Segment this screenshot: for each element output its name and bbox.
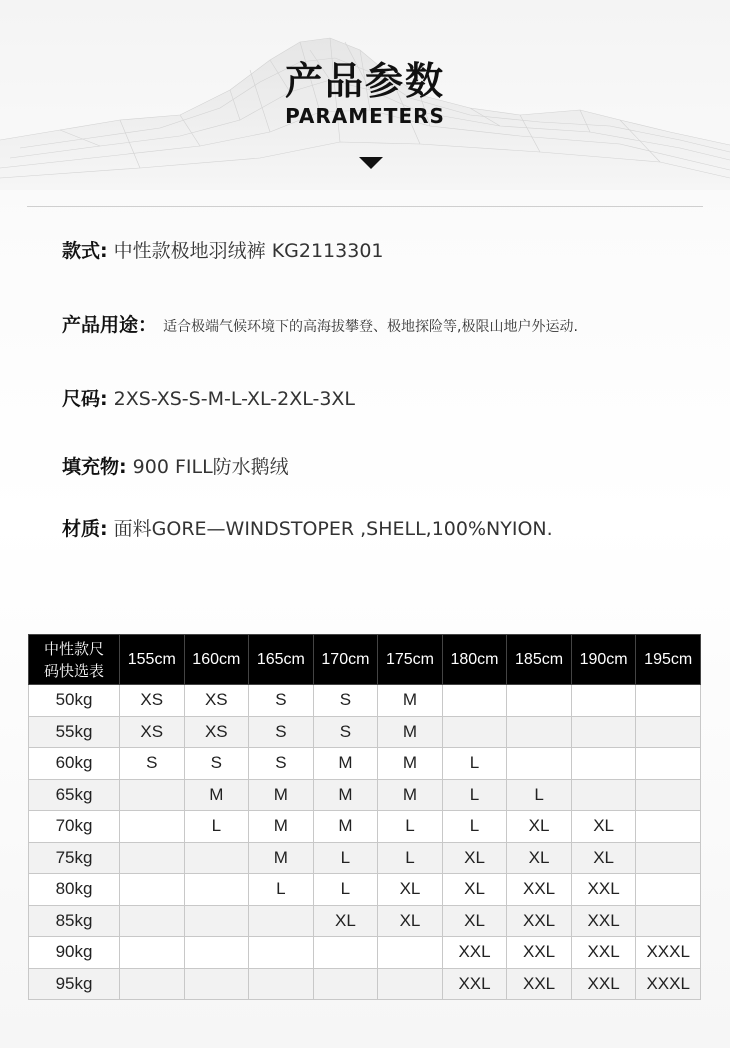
size-cell: XXL xyxy=(507,905,572,937)
info-style-label: 款式: xyxy=(62,240,108,262)
size-cell: S xyxy=(249,716,314,748)
weight-cell: 65kg xyxy=(29,779,120,811)
size-cell: XL xyxy=(378,905,443,937)
size-cell xyxy=(184,905,249,937)
size-cell: XXL xyxy=(571,937,636,969)
corner-line-2: 码快选表 xyxy=(43,661,104,680)
info-usage-label: 产品用途： xyxy=(62,314,158,336)
size-cell xyxy=(636,716,701,748)
header-divider xyxy=(27,206,703,207)
size-cell: XXL xyxy=(442,937,507,969)
page-subtitle: PARAMETERS xyxy=(285,104,445,128)
size-cell: XXL xyxy=(571,905,636,937)
size-cell xyxy=(571,748,636,780)
corner-line-1: 中性款尺 xyxy=(43,639,104,658)
height-header: 155cm xyxy=(120,635,185,685)
size-cell xyxy=(313,937,378,969)
info-material-value: 面料GORE—WINDSTOPER ,SHELL,100%NYION. xyxy=(113,518,553,540)
size-cell: M xyxy=(313,779,378,811)
height-header: 160cm xyxy=(184,635,249,685)
size-cell: M xyxy=(378,716,443,748)
size-cell: L xyxy=(184,811,249,843)
weight-cell: 85kg xyxy=(29,905,120,937)
size-cell: XXL xyxy=(507,968,572,1000)
height-header: 170cm xyxy=(313,635,378,685)
size-cell xyxy=(571,685,636,717)
size-cell: XL xyxy=(507,842,572,874)
height-header: 195cm xyxy=(636,635,701,685)
size-chart-body xyxy=(29,685,701,1000)
size-cell: XS xyxy=(184,716,249,748)
table-row xyxy=(29,716,701,748)
size-cell xyxy=(636,748,701,780)
size-cell: XL xyxy=(442,905,507,937)
table-row xyxy=(29,905,701,937)
size-cell xyxy=(507,716,572,748)
weight-cell: 75kg xyxy=(29,842,120,874)
info-fill-label: 填充物: xyxy=(62,456,127,478)
size-cell xyxy=(636,842,701,874)
height-header: 175cm xyxy=(378,635,443,685)
table-row xyxy=(29,968,701,1000)
size-cell: S xyxy=(313,716,378,748)
size-cell xyxy=(120,874,185,906)
size-cell xyxy=(313,968,378,1000)
size-cell: XXL xyxy=(571,968,636,1000)
size-cell: M xyxy=(249,811,314,843)
size-cell xyxy=(249,968,314,1000)
size-cell: S xyxy=(184,748,249,780)
size-cell: M xyxy=(378,779,443,811)
size-cell xyxy=(120,968,185,1000)
size-cell: XL xyxy=(571,811,636,843)
size-cell: XL xyxy=(442,874,507,906)
size-cell: L xyxy=(442,779,507,811)
size-cell xyxy=(184,874,249,906)
size-cell xyxy=(120,811,185,843)
size-cell: M xyxy=(249,842,314,874)
size-cell xyxy=(442,685,507,717)
size-cell: XXL xyxy=(442,968,507,1000)
table-row xyxy=(29,937,701,969)
info-fill xyxy=(62,452,289,479)
size-cell: L xyxy=(442,748,507,780)
size-cell xyxy=(249,905,314,937)
info-size-value: 2XS-XS-S-M-L-XL-2XL-3XL xyxy=(113,388,356,410)
size-cell xyxy=(636,874,701,906)
info-usage xyxy=(62,310,578,337)
size-cell xyxy=(120,937,185,969)
table-row xyxy=(29,874,701,906)
size-cell xyxy=(636,811,701,843)
down-arrow-icon xyxy=(359,157,383,169)
height-header: 190cm xyxy=(571,635,636,685)
table-row xyxy=(29,748,701,780)
table-row xyxy=(29,811,701,843)
size-cell: L xyxy=(313,874,378,906)
size-cell: M xyxy=(249,779,314,811)
size-cell xyxy=(378,968,443,1000)
height-header: 165cm xyxy=(249,635,314,685)
table-row xyxy=(29,685,701,717)
size-cell: XXXL xyxy=(636,937,701,969)
size-cell: M xyxy=(313,811,378,843)
size-cell: S xyxy=(249,685,314,717)
table-row xyxy=(29,842,701,874)
page-title: 产品参数 xyxy=(284,59,445,103)
size-cell: S xyxy=(249,748,314,780)
size-cell xyxy=(571,716,636,748)
size-cell xyxy=(507,685,572,717)
size-cell: M xyxy=(378,685,443,717)
height-header: 185cm xyxy=(507,635,572,685)
weight-cell: 90kg xyxy=(29,937,120,969)
size-cell: XL xyxy=(313,905,378,937)
size-cell: L xyxy=(507,779,572,811)
weight-cell: 50kg xyxy=(29,685,120,717)
size-cell: L xyxy=(442,811,507,843)
size-cell xyxy=(636,685,701,717)
size-cell xyxy=(120,905,185,937)
info-material-label: 材质: xyxy=(62,518,108,540)
size-cell xyxy=(184,968,249,1000)
info-size-label: 尺码: xyxy=(62,388,108,410)
table-row xyxy=(29,779,701,811)
size-cell: XL xyxy=(571,842,636,874)
size-cell: XXL xyxy=(507,937,572,969)
size-cell xyxy=(249,937,314,969)
height-header: 180cm xyxy=(442,635,507,685)
size-cell: S xyxy=(313,685,378,717)
size-cell: XXL xyxy=(571,874,636,906)
size-cell xyxy=(571,779,636,811)
size-cell xyxy=(184,842,249,874)
size-cell: S xyxy=(120,748,185,780)
size-chart-header-row xyxy=(29,635,701,685)
size-cell xyxy=(184,937,249,969)
size-cell: XL xyxy=(378,874,443,906)
size-cell xyxy=(378,937,443,969)
size-cell xyxy=(507,748,572,780)
weight-cell: 60kg xyxy=(29,748,120,780)
size-cell: XL xyxy=(507,811,572,843)
parameters-header xyxy=(0,0,730,200)
size-cell: XXL xyxy=(507,874,572,906)
size-cell: XS xyxy=(120,716,185,748)
size-cell: XS xyxy=(184,685,249,717)
size-chart-corner-cell xyxy=(29,635,120,685)
size-cell xyxy=(120,842,185,874)
size-cell: M xyxy=(313,748,378,780)
size-cell: M xyxy=(378,748,443,780)
weight-cell: 55kg xyxy=(29,716,120,748)
info-fill-value: 900 FILL防水鹅绒 xyxy=(132,456,289,478)
info-size xyxy=(62,384,355,411)
size-cell xyxy=(442,716,507,748)
size-cell: L xyxy=(378,811,443,843)
weight-cell: 80kg xyxy=(29,874,120,906)
size-cell: L xyxy=(378,842,443,874)
weight-cell: 95kg xyxy=(29,968,120,1000)
size-cell: XS xyxy=(120,685,185,717)
info-usage-value: 适合极端气候环境下的高海拔攀登、极地探险等,极限山地户外运动. xyxy=(163,319,578,335)
size-cell: XL xyxy=(442,842,507,874)
weight-cell: 70kg xyxy=(29,811,120,843)
info-material xyxy=(62,514,553,541)
size-cell xyxy=(636,779,701,811)
size-cell xyxy=(120,779,185,811)
info-style-value: 中性款极地羽绒裤 KG2113301 xyxy=(113,240,384,262)
size-chart-table xyxy=(28,634,701,1000)
size-cell: L xyxy=(313,842,378,874)
size-cell: XXXL xyxy=(636,968,701,1000)
size-cell: M xyxy=(184,779,249,811)
info-style xyxy=(62,236,384,263)
size-cell: L xyxy=(249,874,314,906)
size-cell xyxy=(636,905,701,937)
